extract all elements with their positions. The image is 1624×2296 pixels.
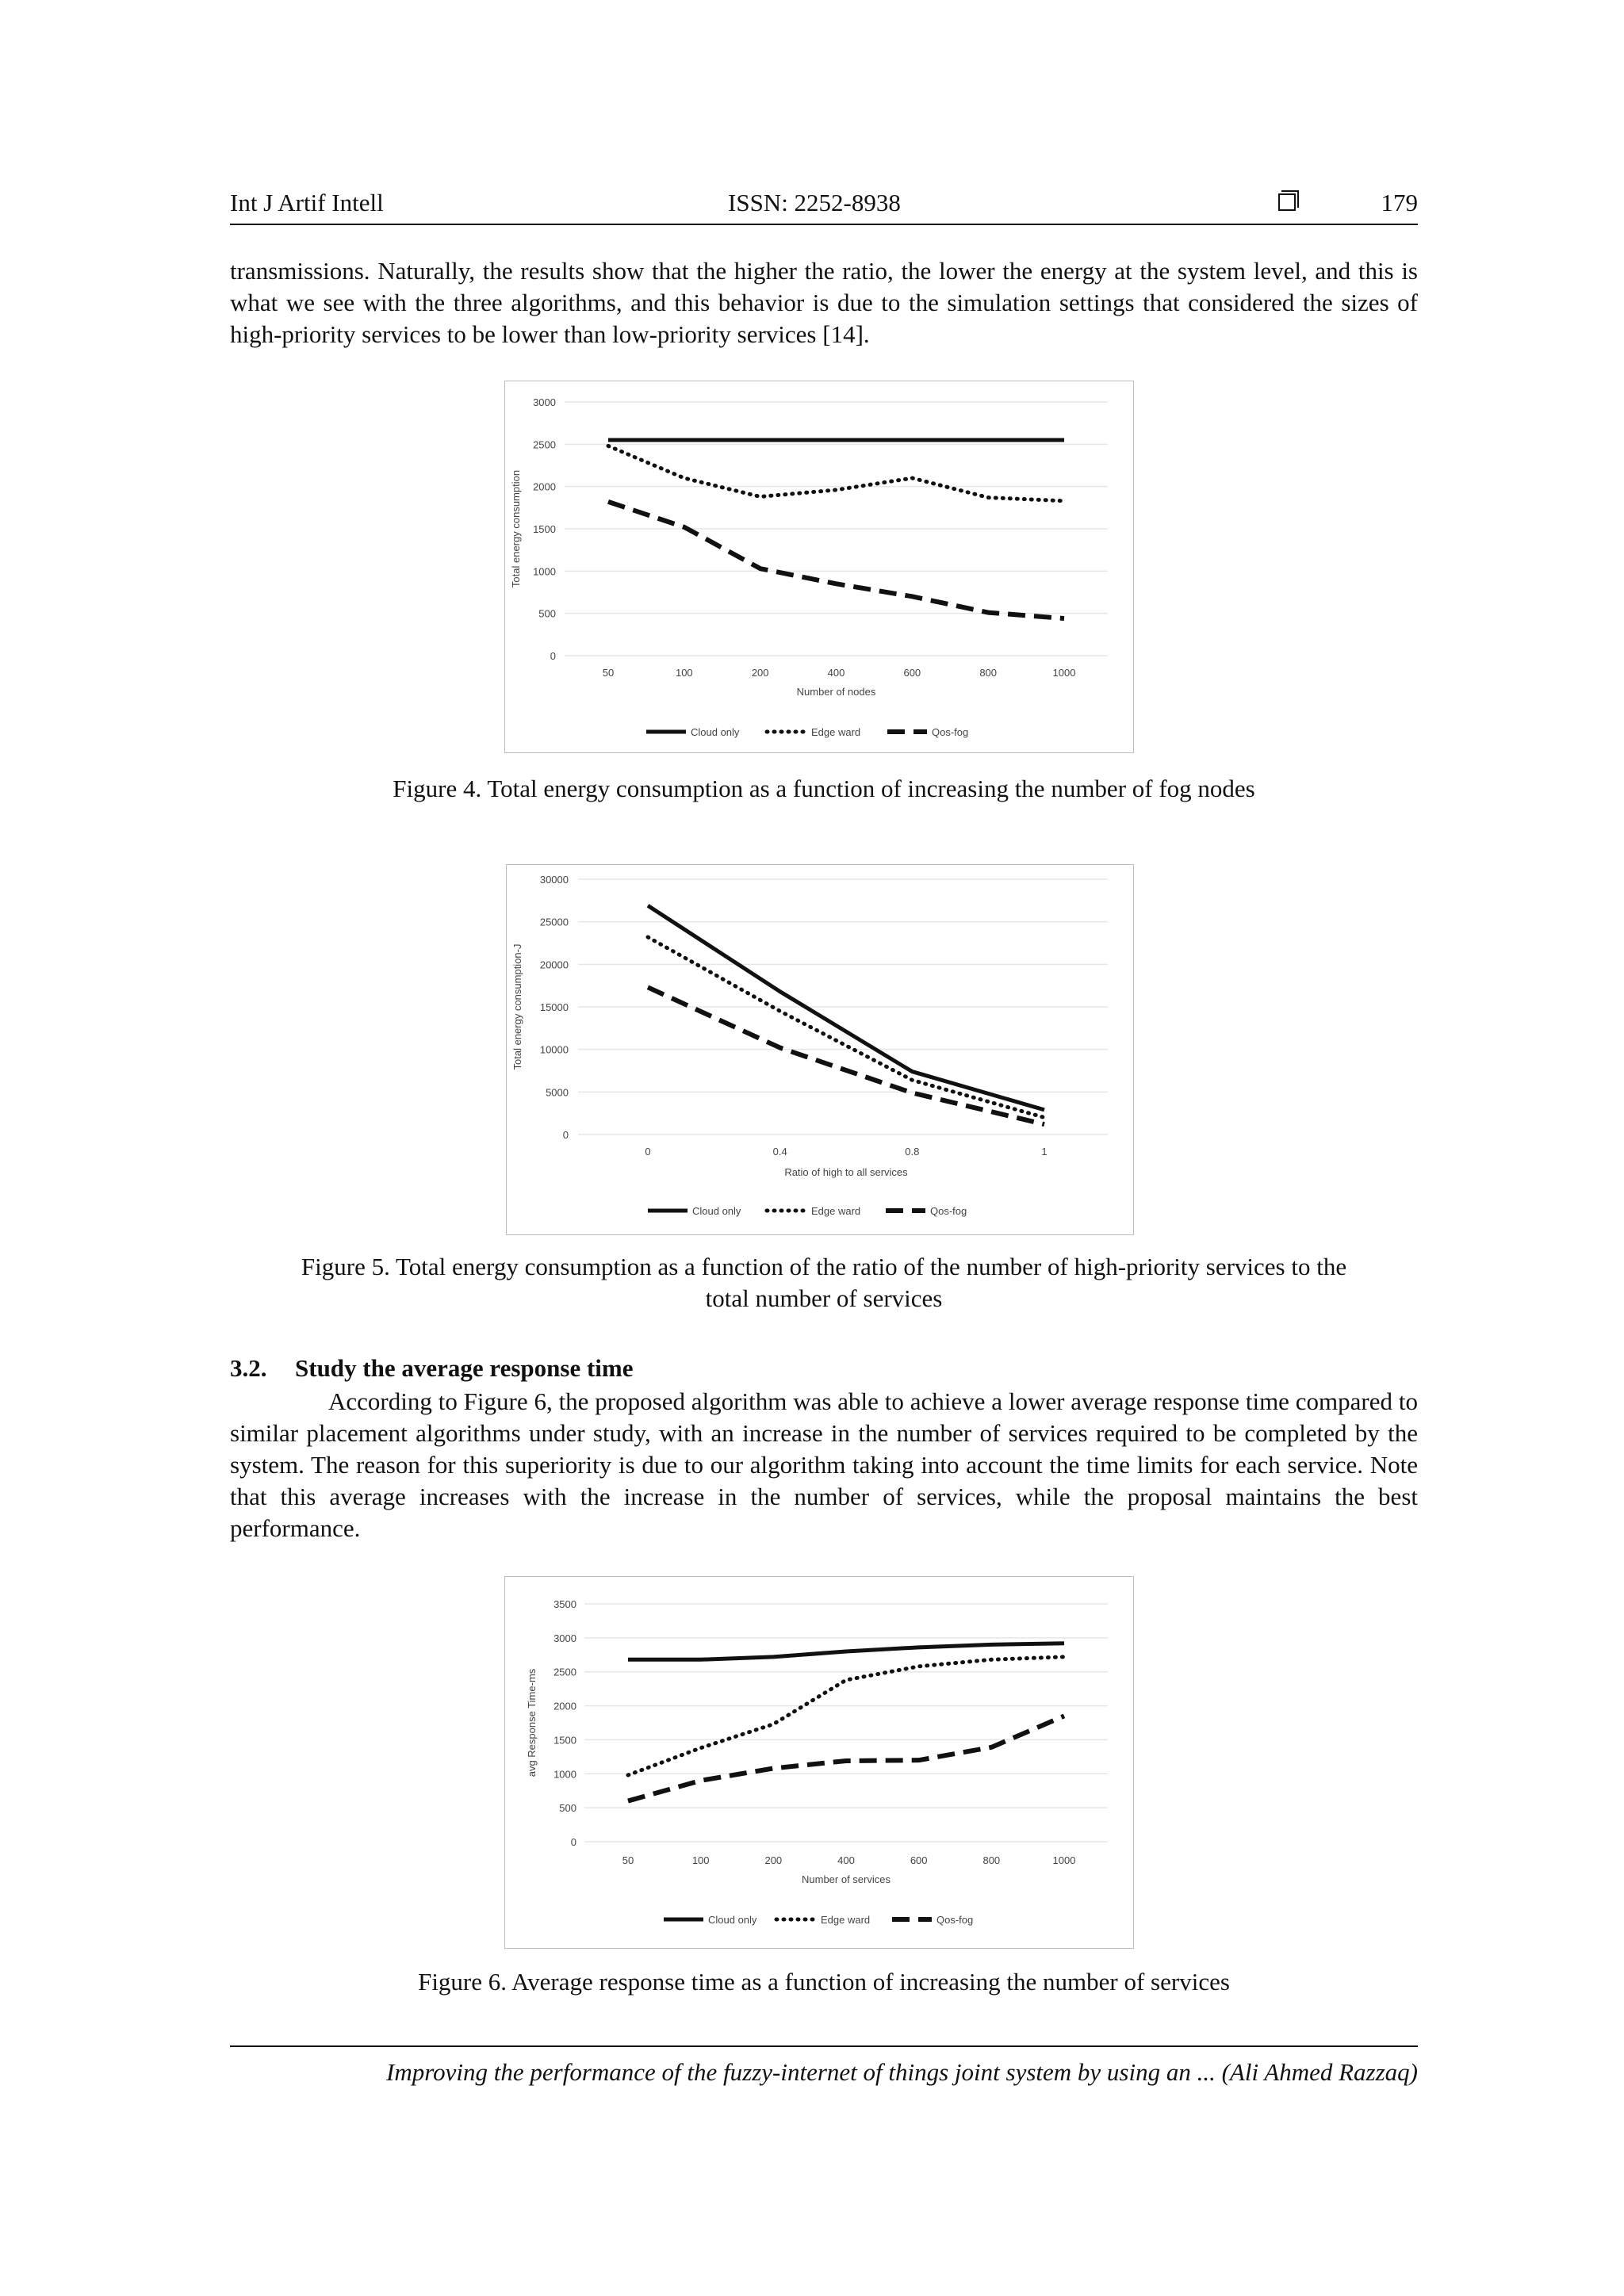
- x-tick-label: 200: [751, 667, 769, 679]
- x-tick-label: 0.4: [772, 1146, 787, 1158]
- x-tick-label: 50: [602, 667, 615, 679]
- y-tick-label: 1500: [553, 1734, 576, 1747]
- series-line-qos-fog: [628, 1716, 1064, 1800]
- checkbox-icon: [1278, 193, 1296, 211]
- y-axis-label: Total energy consumption: [510, 469, 522, 588]
- y-tick-label: 10000: [539, 1043, 569, 1056]
- section-number: 3.2.: [230, 1354, 267, 1382]
- y-tick-label: 2000: [533, 480, 556, 493]
- x-tick-label: 0.8: [905, 1146, 920, 1158]
- figure-5: [506, 864, 1134, 1235]
- y-tick-label: 30000: [539, 874, 569, 886]
- journal-name: Int J Artif Intell: [230, 189, 384, 216]
- page-header: [230, 189, 1418, 224]
- y-tick-label: 25000: [539, 916, 569, 928]
- figure-4-caption: Figure 4. Total energy consumption as a function of increasing the number of fog nodes: [393, 775, 1255, 802]
- legend-label: Cloud only: [692, 1205, 741, 1217]
- y-axis-label: avg Response Time-ms: [526, 1668, 538, 1777]
- y-tick-label: 3500: [553, 1598, 576, 1610]
- y-tick-label: 3000: [553, 1632, 576, 1644]
- x-axis-label: Ratio of high to all services: [784, 1166, 908, 1178]
- x-tick-label: 0: [645, 1146, 651, 1158]
- body-paragraph-2: According to Figure 6, the proposed algorithm was able to achieve a lower average response time compared to similar placement algorithms under study, with an increase in the number of services required to be completed by the system. The reason for this superiority is due to our algorithm taking into account the time limits for each service. Note that this average increases with the increase in the number of services, while the proposal maintains the best performance.: [230, 1387, 1418, 1542]
- y-tick-label: 3000: [533, 396, 556, 408]
- y-tick-label: 2500: [553, 1666, 576, 1678]
- legend-label: Cloud only: [708, 1914, 757, 1926]
- y-tick-label: 15000: [539, 1001, 569, 1013]
- figure-5-caption-line-1: Figure 5. Total energy consumption as a function of the ratio of the number of high-priority services to the: [301, 1253, 1347, 1280]
- legend-label: Edge ward: [821, 1914, 871, 1926]
- figure-6-chart: [505, 1577, 1133, 1948]
- figure-6-caption: Figure 6. Average response time as a function of increasing the number of services: [418, 1968, 1230, 1996]
- legend-label: Edge ward: [811, 1205, 861, 1217]
- figure-5-caption: [230, 1251, 1418, 1314]
- series-line-edge-ward: [608, 446, 1064, 500]
- section-title: Study the average response time: [295, 1354, 634, 1382]
- x-tick-label: 800: [982, 1854, 1001, 1866]
- legend-label: Qos-fog: [932, 726, 969, 738]
- figure-4: [504, 381, 1134, 753]
- body-paragraph-1: transmissions. Naturally, the results show that the higher the ratio, the lower the energy at the system level, and this is what we see with the three algorithms, and this behavior is due to the simulation settings that considered the sizes of high-priority services to be lower than low-priority services [14].: [230, 257, 1418, 348]
- y-tick-label: 5000: [546, 1086, 569, 1099]
- x-tick-label: 1000: [1052, 667, 1076, 679]
- y-tick-label: 2500: [533, 438, 556, 451]
- y-tick-label: 0: [570, 1836, 576, 1848]
- y-tick-label: 0: [550, 650, 556, 662]
- page-number: 179: [1381, 189, 1418, 216]
- header-rule: [230, 224, 1418, 225]
- series-line-qos-fog: [608, 502, 1064, 618]
- series-line-cloud-only: [648, 905, 1044, 1110]
- y-tick-label: 0: [562, 1129, 569, 1141]
- x-tick-label: 1000: [1052, 1854, 1076, 1866]
- y-tick-label: 1500: [533, 523, 556, 535]
- footer-rule: [230, 2045, 1418, 2047]
- section-heading: [230, 1354, 634, 1383]
- y-tick-label: 20000: [539, 959, 569, 971]
- x-tick-label: 50: [622, 1854, 634, 1866]
- figure-6: [504, 1576, 1134, 1949]
- figure-5-caption-line-2: total number of services: [705, 1284, 943, 1312]
- series-line-cloud-only: [628, 1644, 1064, 1660]
- figure-5-chart: [507, 865, 1133, 1234]
- x-axis-label: Number of services: [802, 1873, 891, 1885]
- series-line-qos-fog: [648, 987, 1044, 1124]
- page-footer: Improving the performance of the fuzzy-internet of things joint system by using an ... (Ali Ahmed Razzaq): [386, 2058, 1418, 2086]
- issn: ISSN: 2252-8938: [728, 189, 901, 216]
- x-tick-label: 600: [910, 1854, 928, 1866]
- x-tick-label: 1: [1041, 1146, 1048, 1158]
- y-tick-label: 500: [559, 1802, 576, 1815]
- legend-label: Cloud only: [691, 726, 740, 738]
- x-axis-label: Number of nodes: [796, 686, 876, 698]
- x-tick-label: 400: [827, 667, 845, 679]
- legend-label: Qos-fog: [936, 1914, 974, 1926]
- y-tick-label: 1000: [553, 1768, 576, 1781]
- x-tick-label: 200: [764, 1854, 783, 1866]
- y-tick-label: 1000: [533, 565, 556, 578]
- figure-4-chart: [505, 381, 1133, 752]
- y-tick-label: 500: [538, 607, 556, 620]
- x-tick-label: 800: [979, 667, 998, 679]
- y-axis-label: Total energy consumption-J: [511, 943, 523, 1070]
- legend-label: Qos-fog: [930, 1205, 967, 1217]
- x-tick-label: 600: [903, 667, 921, 679]
- legend-label: Edge ward: [811, 726, 861, 738]
- y-tick-label: 2000: [553, 1700, 576, 1712]
- x-tick-label: 100: [691, 1854, 710, 1866]
- x-tick-label: 100: [675, 667, 693, 679]
- x-tick-label: 400: [837, 1854, 855, 1866]
- series-line-edge-ward: [628, 1657, 1064, 1775]
